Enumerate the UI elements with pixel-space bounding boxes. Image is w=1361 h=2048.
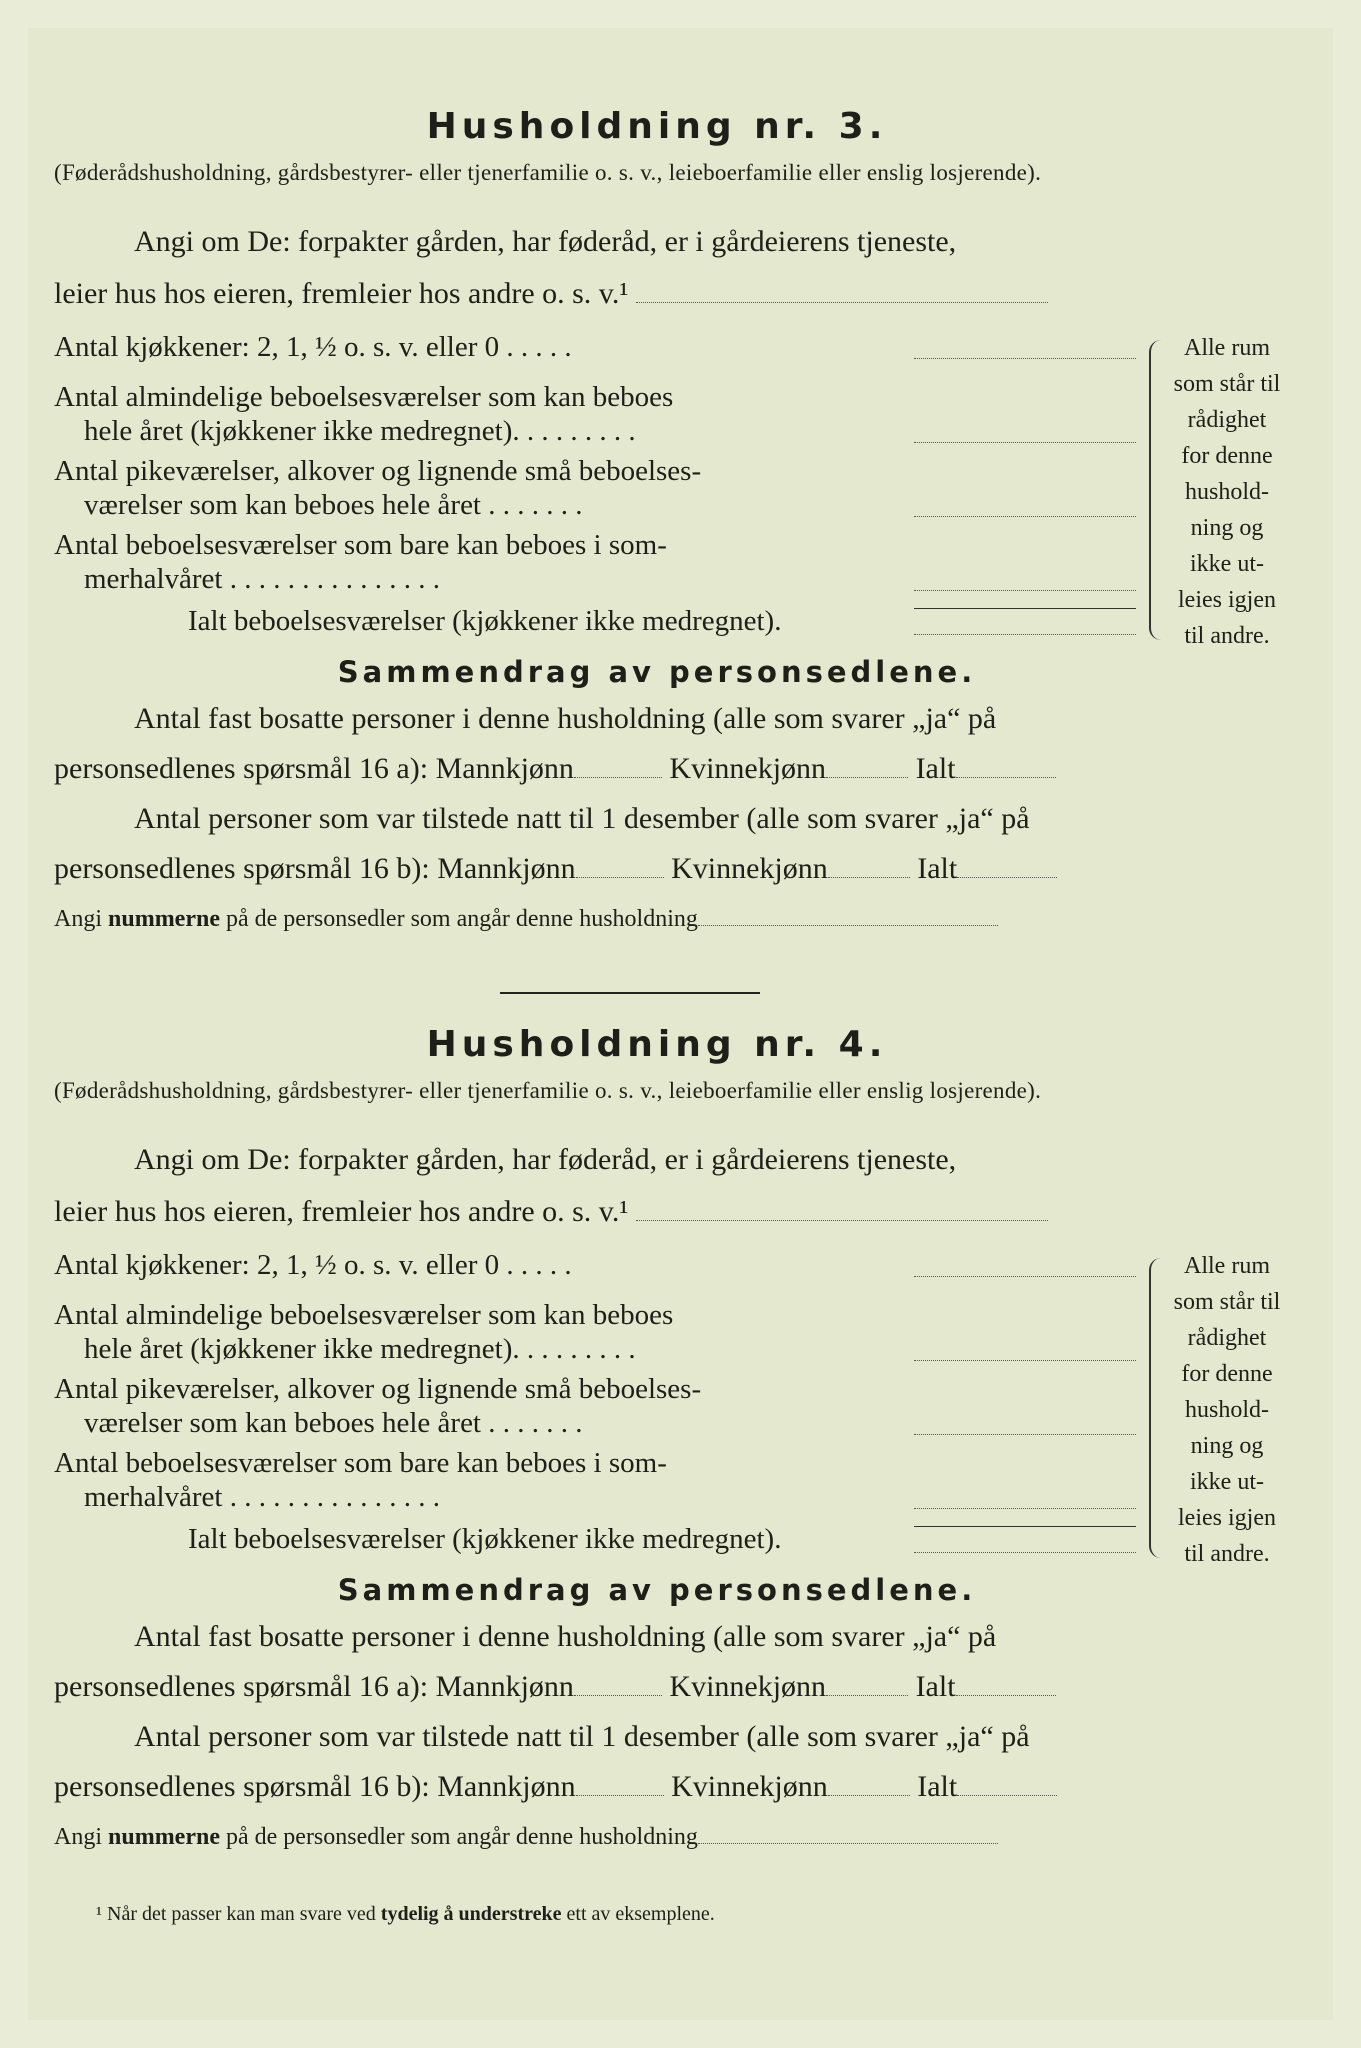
note-line: ning og — [1190, 515, 1264, 541]
ordinary-rooms-field[interactable] — [914, 1360, 1136, 1361]
summer-rooms-field[interactable] — [914, 590, 1136, 591]
note-line: til andre. — [1184, 623, 1270, 649]
footnote-text-b: tydelig å understreke — [380, 1903, 562, 1925]
summary-title: Sammendrag av personsedlene. — [337, 655, 977, 689]
female-label: Kvinnekjønn — [671, 1770, 828, 1803]
note-line: rådighet — [1187, 407, 1267, 433]
total-rooms-label: Ialt beboelsesværelser (kjøkkener ikke medregnet). — [188, 605, 782, 637]
resident-female-field[interactable] — [826, 1673, 908, 1696]
female-label: Kvinnekjønn — [669, 1670, 827, 1703]
summer-rooms-field[interactable] — [914, 1508, 1136, 1509]
footnote-text-a: Når det passer kan man svare ved — [107, 1903, 376, 1925]
numbers-label-c: på de personsedler som angår denne husholdning — [225, 906, 698, 932]
total-rooms-field[interactable] — [914, 634, 1136, 635]
rooms-note — [1172, 1248, 1282, 1572]
note-brace — [1149, 1258, 1167, 1558]
household-title: Husholdning nr. 3. — [426, 106, 888, 147]
tenure-answer-field[interactable] — [636, 280, 1048, 303]
household-subtitle: (Føderådshusholdning, gårdsbestyrer- eller tjenerfamilie o. s. v., leieboerfamilie eller enslig losjerende). — [54, 160, 1042, 185]
household-3-section — [54, 106, 1281, 944]
numbers-field[interactable] — [698, 911, 998, 926]
footnote — [96, 1903, 715, 1926]
present-male-field[interactable] — [576, 855, 664, 878]
numbers-label-b: nummerne — [108, 906, 220, 932]
small-rooms-label-2: værelser som kan beboes hele året . . . . . . . — [84, 1407, 583, 1439]
note-line: ikke ut- — [1190, 551, 1264, 577]
resident-line-2 — [54, 744, 1260, 794]
small-rooms-field[interactable] — [914, 516, 1136, 517]
note-line: til andre. — [1184, 1541, 1270, 1567]
note-line: hushold- — [1185, 1397, 1269, 1423]
angi-line-2-text: leier hus hos eieren, fremleier hos andre o. s. v.¹ — [54, 277, 629, 310]
present-question-label: personsedlenes spørsmål 16 b): Mannkjønn — [54, 852, 576, 885]
resident-total-field[interactable] — [956, 1673, 1056, 1696]
tenure-answer-field[interactable] — [636, 1198, 1048, 1221]
ordinary-rooms-field[interactable] — [914, 442, 1136, 443]
present-line-2 — [54, 1762, 1260, 1812]
total-label: Ialt — [917, 852, 958, 885]
note-line: leies igjen — [1178, 1505, 1276, 1531]
total-label: Ialt — [915, 1670, 956, 1703]
rooms-block — [54, 1238, 1281, 1568]
present-line-1: Antal personer som var tilstede natt til 1 desember (alle som svarer „ja“ på — [134, 1720, 1030, 1753]
section-divider — [500, 992, 760, 994]
resident-female-field[interactable] — [826, 755, 908, 778]
total-label: Ialt — [915, 752, 956, 785]
note-brace — [1149, 340, 1167, 640]
resident-male-field[interactable] — [574, 1673, 662, 1696]
note-line: som står til — [1173, 371, 1281, 397]
present-female-field[interactable] — [828, 1773, 910, 1796]
note-line: ikke ut- — [1190, 1469, 1264, 1495]
footnote-text-c: ett av eksemplene. — [566, 1903, 715, 1925]
note-line: som står til — [1173, 1289, 1281, 1315]
resident-male-field[interactable] — [574, 755, 662, 778]
numbers-label-a: Angi — [54, 906, 102, 932]
household-subtitle: (Føderådshusholdning, gårdsbestyrer- eller tjenerfamilie o. s. v., leieboerfamilie eller enslig losjerende). — [54, 1078, 1042, 1103]
footnote-mark: ¹ — [96, 1903, 102, 1925]
present-female-field[interactable] — [828, 855, 910, 878]
note-line: Alle rum — [1184, 1253, 1270, 1279]
numbers-label-c: på de personsedler som angår denne husholdning — [225, 1824, 698, 1850]
angi-line-2-text: leier hus hos eieren, fremleier hos andre o. s. v.¹ — [54, 1195, 629, 1228]
angi-line-1: Angi om De: forpakter gården, har føderåd, er i gårdeierens tjeneste, — [134, 1143, 957, 1176]
small-rooms-label-1: Antal pikeværelser, alkover og lignende små beboelses- — [54, 455, 702, 487]
total-rooms-label: Ialt beboelsesværelser (kjøkkener ikke medregnet). — [188, 1523, 782, 1555]
note-line: Alle rum — [1184, 335, 1270, 361]
ordinary-rooms-label-2: hele året (kjøkkener ikke medregnet). . . . . . . . . — [84, 415, 636, 447]
present-line-2 — [54, 844, 1260, 894]
ordinary-rooms-label-1: Antal almindelige beboelsesværelser som kan beboes — [54, 381, 674, 413]
ordinary-rooms-label-1: Antal almindelige beboelsesværelser som kan beboes — [54, 1299, 674, 1331]
numbers-label-b: nummerne — [108, 1824, 220, 1850]
numbers-line — [54, 894, 1260, 944]
numbers-field[interactable] — [698, 1829, 998, 1844]
present-total-field[interactable] — [957, 1773, 1057, 1796]
summer-rooms-label-2: merhalvåret . . . . . . . . . . . . . . . — [84, 1481, 440, 1513]
kitchens-field[interactable] — [914, 358, 1136, 359]
resident-question-label: personsedlenes spørsmål 16 a): Mannkjønn — [54, 1670, 574, 1703]
resident-line-1: Antal fast bosatte personer i denne husholdning (alle som svarer „ja“ på — [134, 702, 997, 735]
household-title: Husholdning nr. 4. — [426, 1024, 888, 1065]
present-male-field[interactable] — [576, 1773, 664, 1796]
numbers-line — [54, 1812, 1260, 1862]
note-line: leies igjen — [1178, 587, 1276, 613]
small-rooms-label-2: værelser som kan beboes hele året . . . . . . . — [84, 489, 583, 521]
resident-total-field[interactable] — [956, 755, 1056, 778]
note-line: hushold- — [1185, 479, 1269, 505]
angi-line-1: Angi om De: forpakter gården, har føderåd, er i gårdeierens tjeneste, — [134, 225, 957, 258]
summary-title: Sammendrag av personsedlene. — [337, 1573, 977, 1607]
resident-line-1: Antal fast bosatte personer i denne husholdning (alle som svarer „ja“ på — [134, 1620, 997, 1653]
female-label: Kvinnekjønn — [669, 752, 827, 785]
sum-rule — [914, 1526, 1136, 1527]
small-rooms-label-1: Antal pikeværelser, alkover og lignende små beboelses- — [54, 1373, 702, 1405]
present-question-label: personsedlenes spørsmål 16 b): Mannkjønn — [54, 1770, 576, 1803]
note-line: ning og — [1190, 1433, 1264, 1459]
numbers-label-a: Angi — [54, 1824, 102, 1850]
total-label: Ialt — [917, 1770, 958, 1803]
summer-rooms-label-1: Antal beboelsesværelser som bare kan beboes i som- — [54, 529, 667, 561]
angi-line-2 — [54, 1186, 1260, 1238]
resident-question-label: personsedlenes spørsmål 16 a): Mannkjønn — [54, 752, 574, 785]
ordinary-rooms-label-2: hele året (kjøkkener ikke medregnet). . . . . . . . . — [84, 1333, 636, 1365]
present-line-1: Antal personer som var tilstede natt til 1 desember (alle som svarer „ja“ på — [134, 802, 1030, 835]
kitchens-label: Antal kjøkkener: 2, 1, ½ o. s. v. eller 0 . . . . . — [54, 331, 572, 363]
summer-rooms-label-1: Antal beboelsesværelser som bare kan beboes i som- — [54, 1447, 667, 1479]
resident-line-2 — [54, 1662, 1260, 1712]
angi-line-2 — [54, 268, 1260, 320]
present-total-field[interactable] — [957, 855, 1057, 878]
rooms-block — [54, 320, 1281, 650]
note-line: for denne — [1181, 1361, 1273, 1387]
summer-rooms-label-2: merhalvåret . . . . . . . . . . . . . . . — [84, 563, 440, 595]
rooms-note — [1172, 330, 1282, 654]
note-line: for denne — [1181, 443, 1273, 469]
note-line: rådighet — [1187, 1325, 1267, 1351]
kitchens-label: Antal kjøkkener: 2, 1, ½ o. s. v. eller 0 . . . . . — [54, 1249, 572, 1281]
kitchens-field[interactable] — [914, 1276, 1136, 1277]
sum-rule — [914, 608, 1136, 609]
total-rooms-field[interactable] — [914, 1552, 1136, 1553]
small-rooms-field[interactable] — [914, 1434, 1136, 1435]
female-label: Kvinnekjønn — [671, 852, 828, 885]
household-4-section — [54, 1024, 1281, 1862]
